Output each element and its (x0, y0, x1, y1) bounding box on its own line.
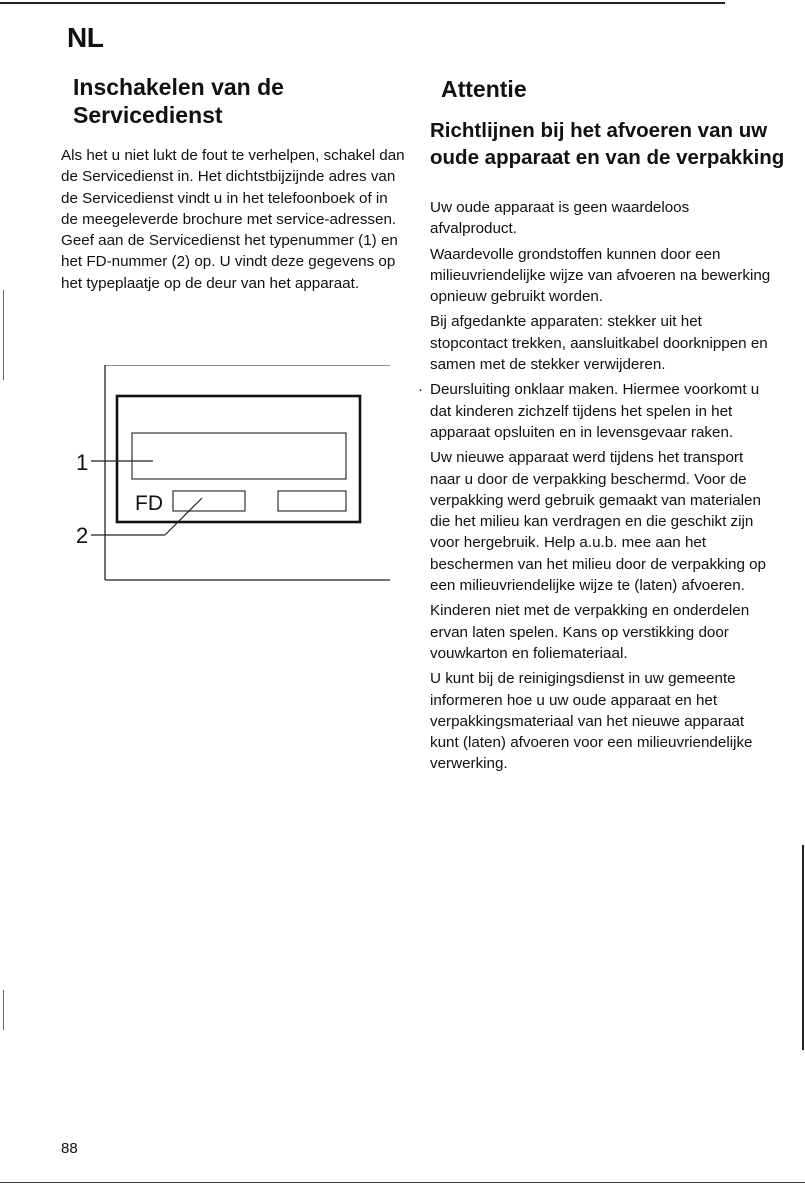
paragraph: Bij afgedankte apparaten: stekker uit het stopcontact trekken, aansluitkabel doorknippen en samen met de stekker verwijderen. (430, 313, 768, 374)
paragraph: Uw nieuwe apparaat werd tijdens het transport naar u door de verpakking beschermd. Voor de verpakking werd gebruik gemaakt van materialen die het milieu kan verdragen en die geschikt zijn voor hergebruik. Help a.u.b. mee aan het beschermen van het milieu door de verpakking op een milieuvriendelijke wijze te (laten) afvoeren. (430, 449, 767, 595)
disposal-heading: Richtlijnen bij het afvoeren van uw oude apparaat en van de verpakking (430, 119, 785, 169)
scan-edge-left-lower (3, 990, 4, 1030)
scan-edge-right (802, 845, 804, 1050)
page-number: 88 (61, 1140, 78, 1157)
paragraph: · Deursluiting onklaar maken. Hiermee voorkomt u dat kinderen zichzelf tijdens het spelen in het apparaat opsluiten en in levensgevaar raken. (430, 379, 775, 443)
scan-edge-left (3, 290, 4, 380)
paragraph: Waardevolle grondstoffen kunnen door een milieuvriendelijke wijze van afvoeren na bewerking opnieuw gebruikt worden. (430, 245, 771, 306)
disposal-text (430, 197, 775, 779)
callout-2: 2 (76, 523, 89, 548)
type-number-field (132, 433, 346, 479)
paragraph: Kinderen niet met de verpakking en onderdelen ervan laten spelen. Kans op verstikking door vouwkarton en foliemateriaal. (430, 602, 750, 662)
service-heading: Inschakelen van de Servicedienst (73, 74, 284, 128)
fd-number-field (173, 491, 245, 511)
service-text: Als het u niet lukt de fout te verhelpen, schakel dan de Servicedienst in. Het dichtstbijzijnde adres van de Servicedienst vindt u in het telefoonboek of in de meegeleverde brochure met service-adressen. Geef aan de Servicedienst het typenummer (1) en het FD-nummer (2) op. U vindt deze gegevens op het typeplaatje op de deur van het apparaat. (61, 147, 405, 292)
extra-field (278, 491, 346, 511)
type-plate-illustration (60, 365, 395, 585)
type-plate-diagram (60, 365, 395, 585)
fd-label: FD (135, 492, 163, 515)
paragraph: Uw oude apparaat is geen waardeloos afvalproduct. (430, 199, 690, 238)
bottom-rule (0, 1182, 805, 1183)
paragraph: U kunt bij de reinigingsdienst in uw gemeente informeren hoe u uw oude apparaat en het verpakkingsmateriaal van het nieuwe apparaat kunt (laten) afvoeren voor een milieuvriendelijke verwerking. (430, 670, 753, 773)
language-code: NL (67, 22, 104, 53)
attention-heading: Attentie (441, 76, 527, 102)
top-rule (0, 2, 725, 4)
callout-1: 1 (76, 450, 89, 475)
